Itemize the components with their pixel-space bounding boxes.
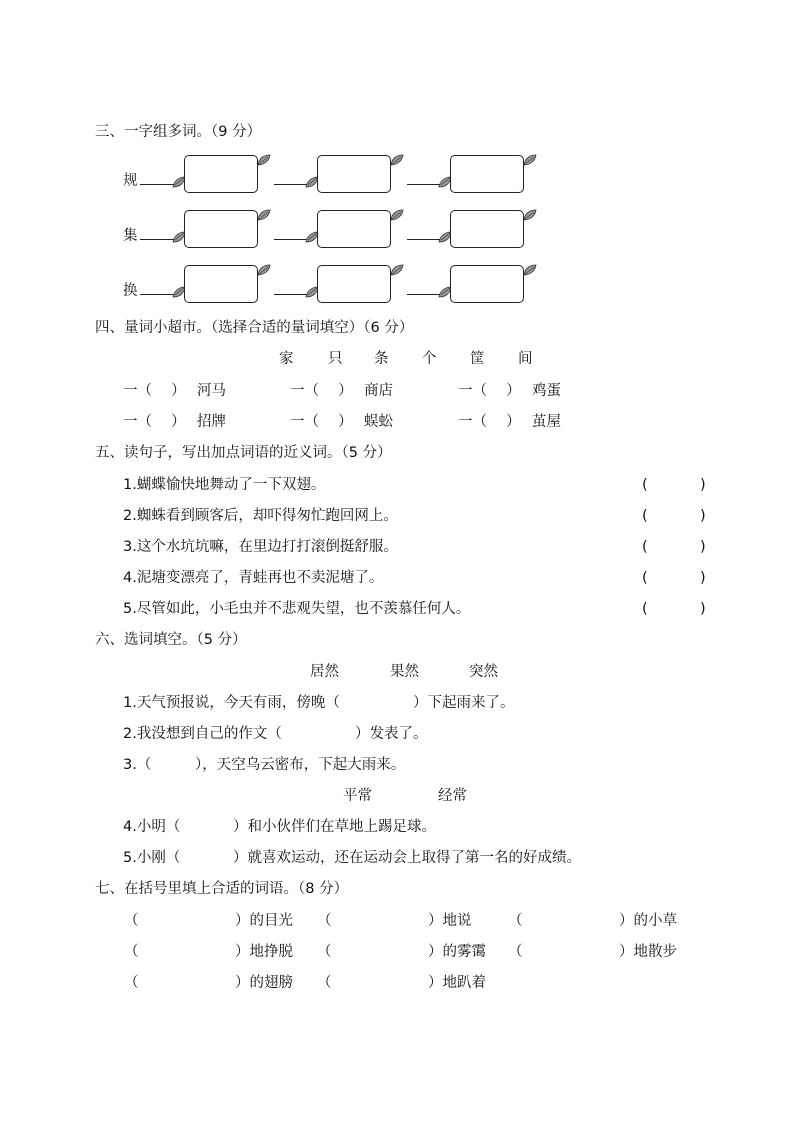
leaf-icon bbox=[257, 264, 271, 276]
sentence: 2.蜘蛛看到顾客后，却吓得匆忙跑回网上。 bbox=[123, 508, 398, 524]
paren-open[interactable]: （ bbox=[317, 975, 332, 991]
section-3-title: 三、一字组多词。（9 分） bbox=[95, 124, 262, 140]
line-start: 2.我没想到自己的作文（ bbox=[123, 726, 282, 742]
answer-paren-close: ) bbox=[700, 539, 706, 555]
phrase: ）的小草 bbox=[619, 913, 677, 929]
phrase: ）的目光 bbox=[235, 913, 293, 929]
word-answer-box[interactable] bbox=[450, 265, 524, 303]
answer-paren-close: ) bbox=[700, 570, 706, 586]
leaf-icon bbox=[257, 209, 271, 221]
choice-word: 家 bbox=[279, 351, 294, 367]
line-end: ）就喜欢运动，还在运动会上取得了第一名的好成绩。 bbox=[233, 850, 581, 866]
noun: 鸡蛋 bbox=[532, 383, 561, 399]
line-end: ）下起雨来了。 bbox=[413, 695, 515, 711]
paren-open[interactable]: （ bbox=[124, 975, 139, 991]
leaf-icon bbox=[390, 154, 404, 166]
choice-word: 经常 bbox=[438, 788, 467, 804]
paren-open[interactable]: （ bbox=[317, 913, 332, 929]
paren-open[interactable]: （ bbox=[317, 944, 332, 960]
blank-prefix[interactable]: 一（ ） bbox=[123, 383, 186, 399]
leaf-icon bbox=[523, 209, 537, 221]
blank-prefix[interactable]: 一（ ） bbox=[123, 414, 186, 430]
blank-prefix[interactable]: 一（ ） bbox=[458, 414, 521, 430]
word-answer-box[interactable] bbox=[317, 265, 391, 303]
phrase: ）地散步 bbox=[619, 944, 677, 960]
answer-paren-open[interactable]: ( bbox=[642, 570, 648, 586]
word-answer-box[interactable] bbox=[450, 210, 524, 248]
noun: 茧屋 bbox=[532, 414, 561, 430]
word-answer-box[interactable] bbox=[184, 210, 258, 248]
choice-word: 居然 bbox=[310, 664, 339, 680]
choice-word: 间 bbox=[518, 351, 533, 367]
word-answer-box[interactable] bbox=[184, 155, 258, 193]
leaf-icon bbox=[257, 154, 271, 166]
word-answer-box[interactable] bbox=[317, 210, 391, 248]
answer-paren-open[interactable]: ( bbox=[642, 477, 648, 493]
line-start: 5.小刚（ bbox=[123, 850, 181, 866]
noun: 蜈蚣 bbox=[364, 414, 393, 430]
line-end: ），天空乌云密布，下起大雨来。 bbox=[195, 757, 406, 773]
line-end: ）发表了。 bbox=[355, 726, 428, 742]
line-start: 1.天气预报说，今天有雨，傍晚（ bbox=[123, 695, 340, 711]
choice-word: 个 bbox=[422, 351, 437, 367]
word-answer-box[interactable] bbox=[317, 155, 391, 193]
noun: 商店 bbox=[364, 383, 393, 399]
section-4-title: 四、量词小超市。（选择合适的量词填空）（6 分） bbox=[95, 320, 414, 336]
leaf-icon bbox=[523, 264, 537, 276]
line-start: 4.小明（ bbox=[123, 819, 181, 835]
sentence: 3.这个水坑坑嘛，在里边打打滚倒挺舒服。 bbox=[123, 539, 398, 555]
source-char: 规 bbox=[123, 173, 138, 189]
section-5-title: 五、读句子，写出加点词语的近义词。（5 分） bbox=[95, 445, 392, 461]
paren-open[interactable]: （ bbox=[508, 944, 523, 960]
noun: 招牌 bbox=[197, 414, 226, 430]
answer-paren-close: ) bbox=[700, 508, 706, 524]
answer-paren-close: ) bbox=[700, 477, 706, 493]
line-end: ）和小伙伴们在草地上踢足球。 bbox=[233, 819, 436, 835]
blank-prefix[interactable]: 一（ ） bbox=[458, 383, 521, 399]
source-char: 换 bbox=[123, 283, 138, 299]
paren-open[interactable]: （ bbox=[508, 913, 523, 929]
section-7-title: 七、在括号里填上合适的词语。（8 分） bbox=[95, 881, 349, 897]
phrase: ）地挣脱 bbox=[235, 944, 293, 960]
leaf-icon bbox=[523, 154, 537, 166]
phrase: ）地说 bbox=[428, 913, 472, 929]
source-char: 集 bbox=[123, 228, 138, 244]
noun: 河马 bbox=[197, 383, 226, 399]
word-answer-box[interactable] bbox=[184, 265, 258, 303]
leaf-icon bbox=[390, 209, 404, 221]
section-6-title: 六、选词填空。（5 分） bbox=[95, 632, 247, 648]
phrase: ）的翅膀 bbox=[235, 975, 293, 991]
sentence: 5.尽管如此，小毛虫并不悲观失望，也不羡慕任何人。 bbox=[123, 601, 471, 617]
leaf-icon bbox=[390, 264, 404, 276]
answer-paren-close: ) bbox=[700, 601, 706, 617]
blank-prefix[interactable]: 一（ ） bbox=[290, 383, 353, 399]
answer-paren-open[interactable]: ( bbox=[642, 539, 648, 555]
choice-word: 筐 bbox=[470, 351, 485, 367]
choice-word: 平常 bbox=[343, 788, 372, 804]
sentence: 1.蝴蝶愉快地舞动了一下双翅。 bbox=[123, 477, 326, 493]
choice-word: 条 bbox=[374, 351, 389, 367]
word-answer-box[interactable] bbox=[450, 155, 524, 193]
line-start: 3.（ bbox=[123, 757, 152, 773]
answer-paren-open[interactable]: ( bbox=[642, 601, 648, 617]
blank-prefix[interactable]: 一（ ） bbox=[290, 414, 353, 430]
choice-word: 果然 bbox=[390, 664, 419, 680]
paren-open[interactable]: （ bbox=[124, 944, 139, 960]
choice-word: 只 bbox=[328, 351, 343, 367]
phrase: ）地趴着 bbox=[428, 975, 486, 991]
sentence: 4.泥塘变漂亮了，青蛙再也不卖泥塘了。 bbox=[123, 570, 384, 586]
paren-open[interactable]: （ bbox=[124, 913, 139, 929]
phrase: ）的雾霭 bbox=[428, 944, 486, 960]
answer-paren-open[interactable]: ( bbox=[642, 508, 648, 524]
choice-word: 突然 bbox=[469, 664, 498, 680]
